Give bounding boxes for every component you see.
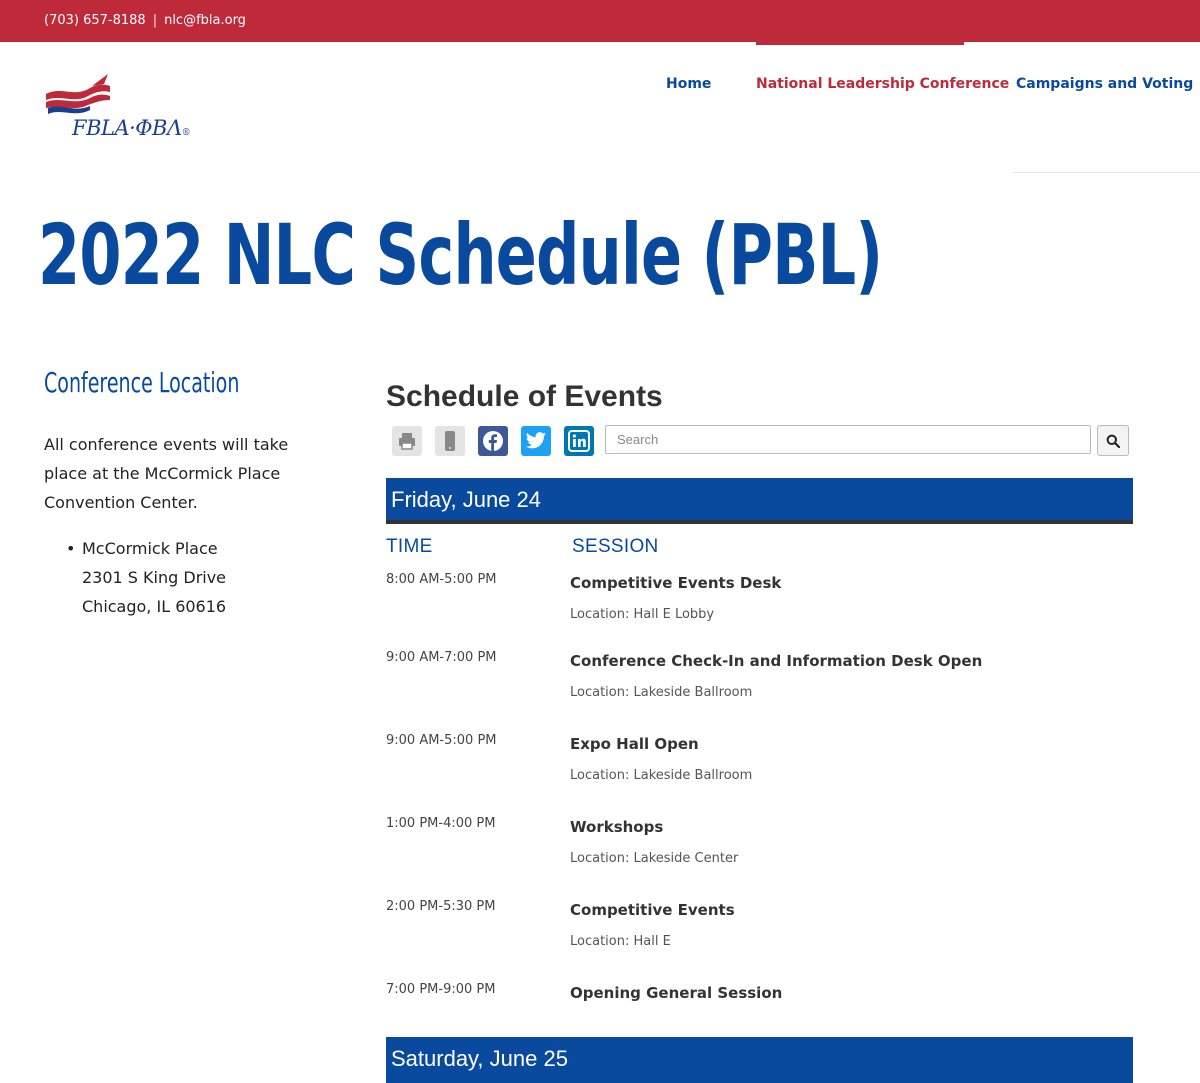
search-input[interactable] <box>605 425 1091 454</box>
session-time: 2:00 PM-5:30 PM <box>386 899 496 914</box>
nav-divider <box>1013 172 1200 173</box>
email-link[interactable]: nlc@fbla.org <box>164 13 246 28</box>
session-time: 9:00 AM-5:00 PM <box>386 733 497 748</box>
page-title: 2022 NLC Schedule (PBL) <box>38 206 883 304</box>
nav-item-national-leadership-conference[interactable]: National Leadership Conference <box>756 76 1010 92</box>
twitter-icon <box>525 431 547 451</box>
print-icon <box>397 431 417 451</box>
print-button[interactable] <box>392 426 422 456</box>
day-header-saturday: Saturday, June 25 <box>386 1037 1133 1083</box>
linkedin-icon <box>568 430 590 452</box>
session-location: Location: Hall E <box>570 934 671 949</box>
session-location: Location: Hall E Lobby <box>570 607 715 622</box>
contact-separator: | <box>152 13 158 28</box>
sidebar-title: Conference Location <box>44 366 240 399</box>
facebook-button[interactable] <box>478 426 508 456</box>
address-lines <box>82 534 226 621</box>
address-line-3: Chicago, IL 60616 <box>82 597 227 616</box>
session-title[interactable]: Opening General Session <box>570 984 783 1002</box>
nav-active-indicator <box>756 42 964 45</box>
session-column-header: SESSION <box>572 536 659 557</box>
phone-link[interactable]: (703) 657-8188 <box>44 13 146 28</box>
search-icon <box>1106 434 1120 448</box>
nav-item-campaigns-and-voting[interactable]: Campaigns and Voting <box>1016 76 1194 92</box>
linkedin-button[interactable] <box>564 426 594 456</box>
session-location: Location: Lakeside Ballroom <box>570 685 753 700</box>
site-logo[interactable] <box>44 72 214 144</box>
twitter-button[interactable] <box>521 426 551 456</box>
mobile-icon <box>440 430 460 452</box>
session-title[interactable]: Competitive Events <box>570 901 735 919</box>
contact-info <box>44 13 246 28</box>
address-line-2: 2301 S King Drive <box>82 568 227 587</box>
session-location: Location: Lakeside Ballroom <box>570 768 753 783</box>
schedule-title: Schedule of Events <box>386 380 663 413</box>
sidebar-paragraph: All conference events will take place at the McCormick Place Convention Center. <box>44 435 289 512</box>
day-header-friday: Friday, June 24 <box>386 478 1133 524</box>
nav-item-home[interactable]: Home <box>666 76 712 92</box>
logo-wordmark: FBLA·ΦΒΛ® <box>72 116 191 140</box>
session-title[interactable]: Expo Hall Open <box>570 735 699 753</box>
session-title[interactable]: Competitive Events Desk <box>570 574 782 592</box>
facebook-icon <box>482 430 504 452</box>
top-contact-bar <box>0 0 1200 42</box>
session-title[interactable]: Conference Check-In and Information Desk Open <box>570 652 983 670</box>
session-location: Location: Lakeside Center <box>570 851 739 866</box>
time-column-header: TIME <box>386 536 433 557</box>
flag-logo-icon <box>44 72 114 120</box>
mobile-button[interactable] <box>435 426 465 456</box>
search-button[interactable] <box>1097 425 1129 456</box>
session-time: 1:00 PM-4:00 PM <box>386 816 496 831</box>
session-time: 8:00 AM-5:00 PM <box>386 572 497 587</box>
address-line-1: McCormick Place <box>82 539 218 558</box>
session-title[interactable]: Workshops <box>570 818 664 836</box>
session-time: 9:00 AM-7:00 PM <box>386 650 497 665</box>
session-time: 7:00 PM-9:00 PM <box>386 982 496 997</box>
bullet: • <box>66 539 76 558</box>
